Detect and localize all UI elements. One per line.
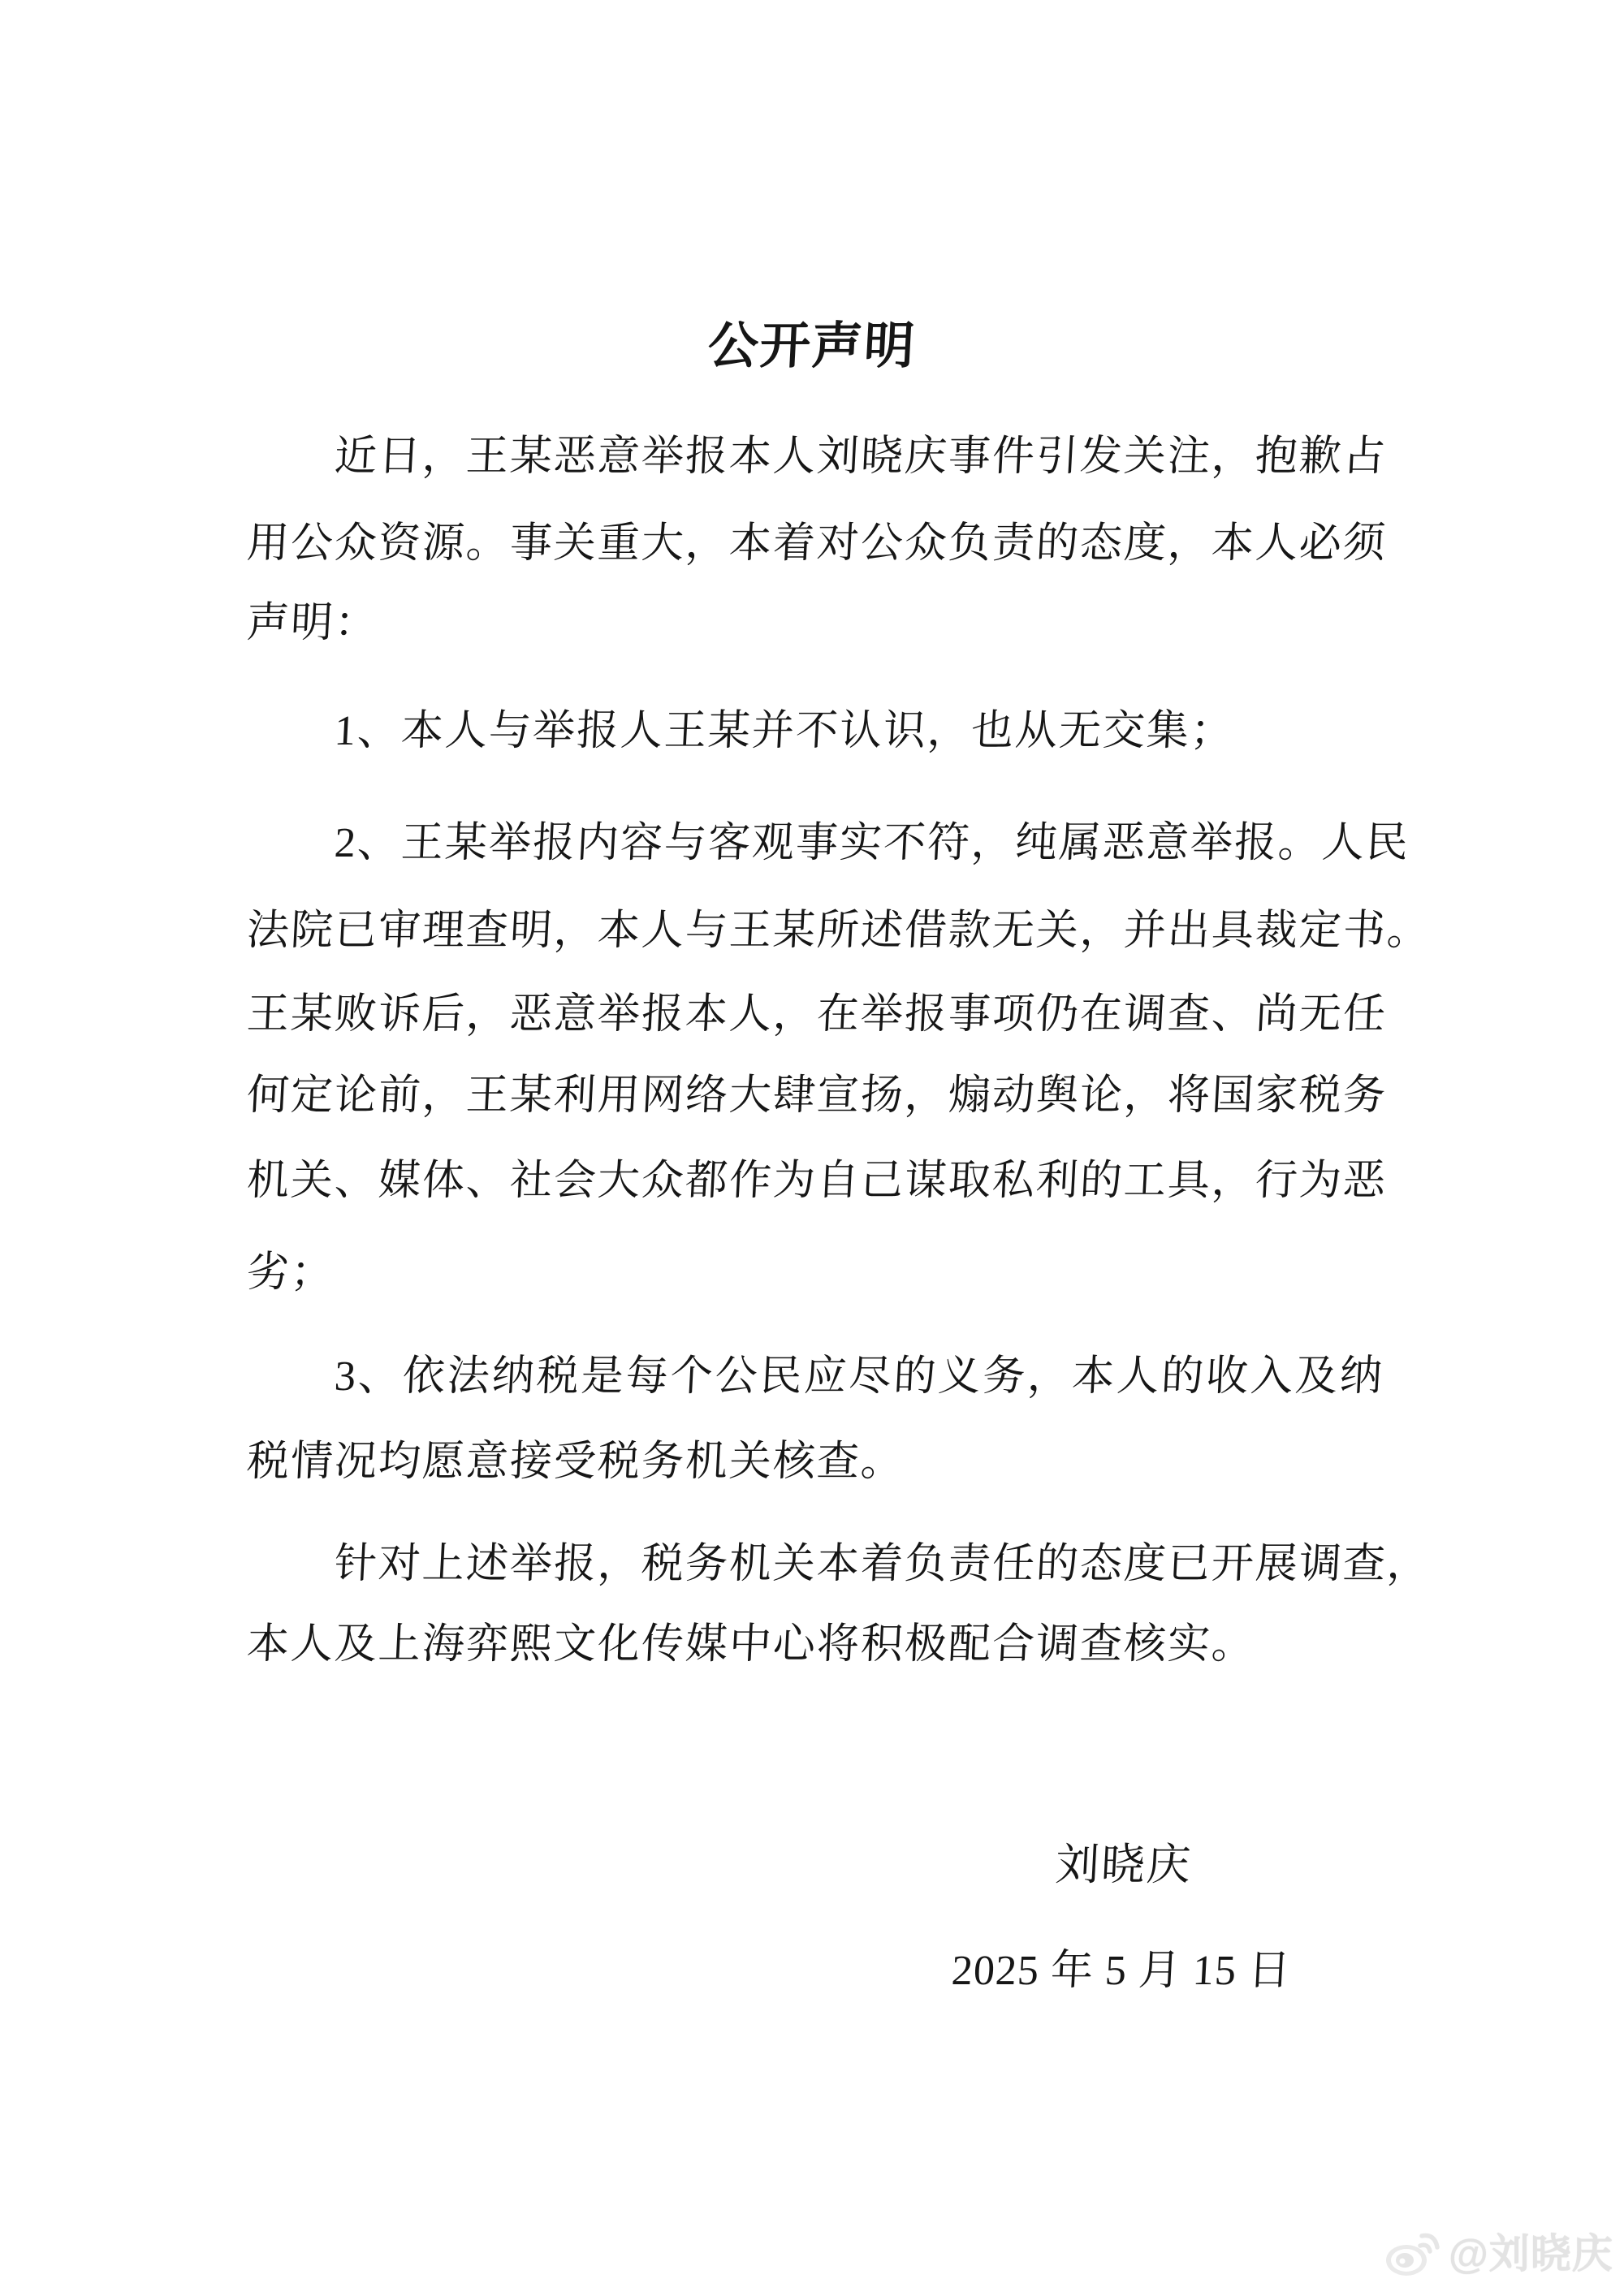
watermark-username: @刘晓庆 [1449,2231,1613,2277]
statement-title: 公开声明 [706,319,918,374]
statement-line: 税情况均愿意接受税务机关核查。 [245,1439,906,1485]
statement-line: 机关、媒体、社会大众都作为自己谋取私利的工具，行为恶 [245,1158,1389,1204]
weibo-watermark [1384,2226,1613,2281]
statement-line: 本人及上海弈熙文化传媒中心将积极配合调查核实。 [245,1621,1257,1668]
statement-line: 2、王某举报内容与客观事实不符，纯属恶意举报。人民 [333,820,1411,866]
statement-line: 用公众资源。事关重大，本着对公众负责的态度，本人必须 [245,520,1389,567]
statement-line: 近日，王某恶意举报本人刘晓庆事件引发关注，抱歉占 [333,434,1389,480]
statement-line: 声明： [245,600,380,646]
statement-line: 何定论前，王某利用网络大肆宣扬，煽动舆论，将国家税务 [245,1072,1389,1119]
statement-line: 1、本人与举报人王某并不认识，也从无交集； [333,708,1236,754]
statement-line: 3、依法纳税是每个公民应尽的义务，本人的收入及纳 [333,1353,1385,1400]
statement-date: 2025 年 5 月 15 日 [950,1948,1293,1994]
statement-line: 王某败诉后，恶意举报本人，在举报事项仍在调查、尚无任 [245,991,1389,1038]
statement-line: 劣； [245,1249,336,1296]
signature-name: 刘晓庆 [1054,1841,1194,1889]
weibo-logo-icon [1384,2229,1442,2278]
statement-line: 法院已审理查明，本人与王某所述借款无关，并出具裁定书。 [245,908,1432,954]
statement-line: 针对上述举报，税务机关本着负责任的态度已开展调查， [333,1541,1432,1587]
